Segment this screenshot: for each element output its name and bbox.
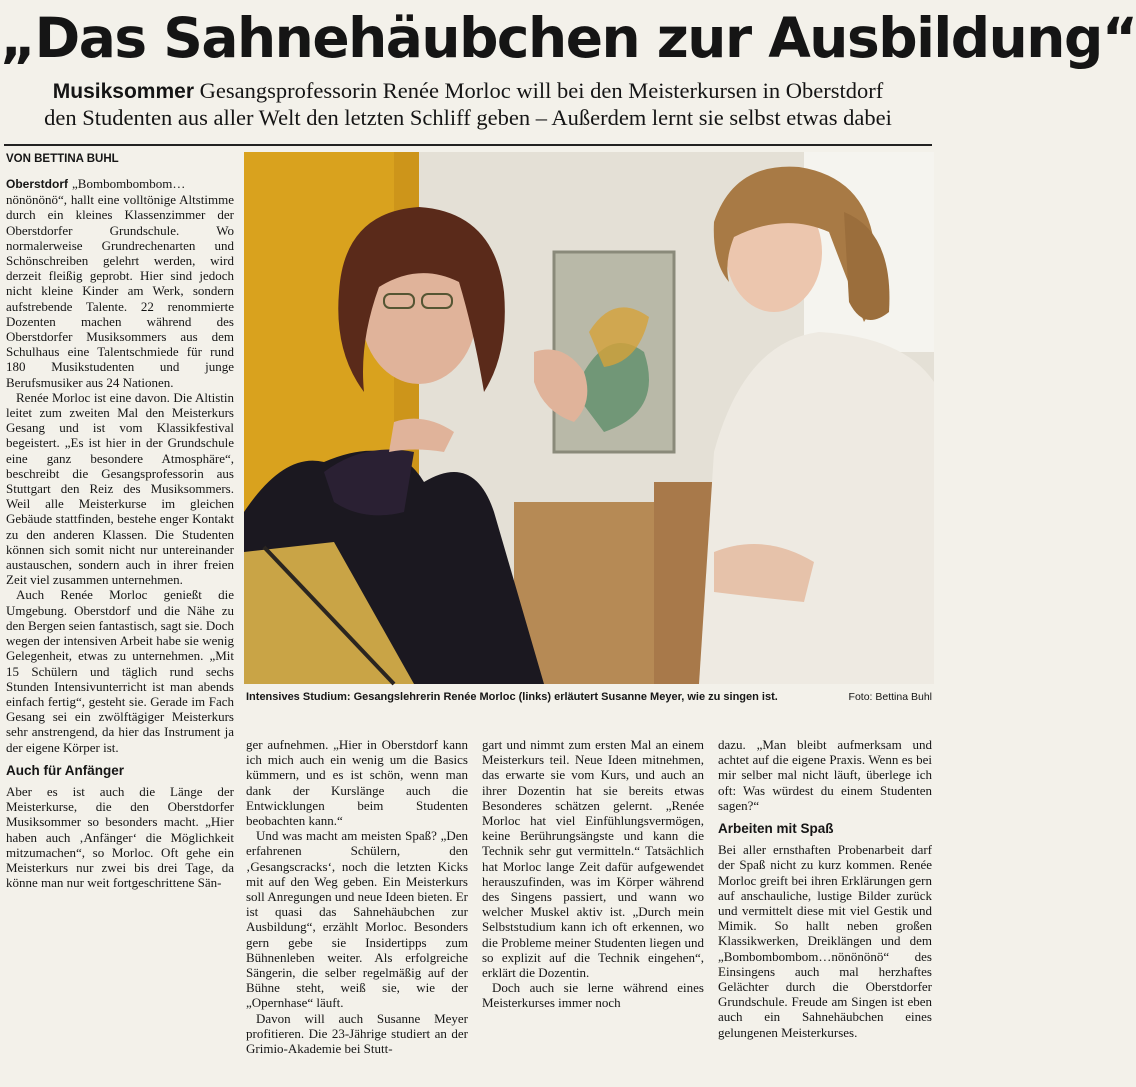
article-column-2 bbox=[246, 737, 468, 1087]
headline-rule bbox=[4, 144, 932, 146]
caption-text: Intensives Studium: Gesangslehrerin Renée Morloc (links) erläutert Susanne Meyer, wie zu singen ist. bbox=[246, 691, 778, 703]
paragraph: Bei aller ernsthaften Probenarbeit darf der Spaß nicht zu kurz kommen. Renée Morloc greift bei ihren Erklärungen gern auf anschauliche, lustige Bilder zurück und vermittelt diese mit viel Gestik und Mimik. So hallt neben großen Klassikwerken, Dreiklängen und dem „Bombombombom…nönönönö“ des Einsingens auch mal herzhaftes Gelächter durch die Oberstdorfer Grundschule. Freude am Singen ist eben auch ein Sahnehäubchen eines gelungenen Meisterkurses. bbox=[718, 842, 932, 1040]
subheadline-line-1 bbox=[0, 78, 936, 105]
paragraph: gart und nimmt zum ersten Mal an einem Meisterkurs teil. Neue Ideen mitnehmen, das erwarte sie vom Kurs, und auch an ihrer Dozentin hat sie bereits etwas Besonderes schätzen gelernt. „Renée Morloc hat viel Einfühlungsvermögen, keine Berührungsängste und kann die Technik sehr gut vermitteln.“ Tatsächlich hat Morloc lange Zeit dafür aufgewendet herauszufinden, was im Körper während des Singens passiert, und wann wo welcher Muskel aktiv ist. „Durch mein Selbststudium kann ich oft erkennen, wo die Probleme meiner Studenten liegen und so explizit auf die Technik eingehen“, erklärt die Dozentin. bbox=[482, 737, 704, 981]
subhead-anfaenger: Auch für Anfänger bbox=[6, 762, 124, 778]
subheadline-text-1: Gesangsprofessorin Renée Morloc will bei den Meisterkursen in Oberstdorf bbox=[199, 78, 884, 103]
paragraph: Aber es ist auch die Länge der Meisterkurse, die den Oberstdorfer Musiksommer so besonders macht. „Hier haben auch ‚Anfänger‘ die Möglichkeit mitzumachen“, so Morloc. Oft gehe ein Meisterkurs nur zwei bis drei Tage, da könne man nur weit fortgeschrittene Sän- bbox=[6, 783, 234, 891]
photo-illustration bbox=[244, 152, 934, 684]
photo-caption bbox=[246, 690, 934, 704]
paragraph: Renée Morloc ist eine davon. Die Altistin leitet zum zweiten Mal den Meisterkurs Gesang und ist vom Klassikfestival begeistert. „Es ist hier in der Grundschule eine ganz besondere Atmosphäre“, beschreibt die Gesangsprofessorin aus Stuttgart den Reiz des Musiksommers. Weil alle Meisterkurse im gleichen Gebäude stattfinden, bestehe enger Kontakt zu den anderen Klassen. Die Studenten können sich somit nicht nur untereinander austauschen, sondern auch in ihrer freien Zeit viel zusammen unternehmen. bbox=[6, 389, 234, 588]
paragraph: dazu. „Man bleibt aufmerksam und achtet auf die eigene Praxis. Wenn es bei mir selber mal nicht läuft, überlege ich oft: Was würdest du einem Studenten sagen?“ bbox=[718, 737, 932, 813]
photo-credit: Foto: Bettina Buhl bbox=[848, 691, 932, 703]
article-column-1 bbox=[6, 176, 234, 1087]
paragraph: Und was macht am meisten Spaß? „Den erfahrenen Schülern, den ‚Gesangscracks‘, noch die letzten Kicks mit auf den Weg geben. Ein Meisterkurs soll Anregungen und neue Ideen bieten. Er ist quasi das Sahnehäubchen zur Ausbildung“, erzählt Morloc. Besonders gern gebe sie Insidertipps zum Bühnenleben weiter. Als erfolgreiche Sängerin, die selber regelmäßig auf der Bühne steht, weiß sie, wie der „Opernhase“ läuft. bbox=[246, 828, 469, 1011]
article-photo bbox=[244, 152, 934, 684]
dateline: Oberstdorf bbox=[6, 177, 69, 191]
paragraph: Doch auch sie lerne während eines Meisterkurses immer noch bbox=[482, 980, 704, 1011]
paragraph: Davon will auch Susanne Meyer profitieren. Die 23-Jährige studiert an der Grimio-Akademie bei Stutt- bbox=[246, 1010, 468, 1057]
paragraph-text: „Bombombombom…nönönönö“, hallt eine volltönige Altstimme durch ein kleines Klassenzimmer der Oberstdorfer Grundschule. Wo normalerweise Grundrechenarten und Schönschreiben gelehrt werden, wird derzeit fleißig geprobt. Hier sind jedoch nicht kleine Kinder am Werk, sondern aufstrebende Talente. 22 renommierte Dozenten machen während des Oberstdorfer Musiksommers aus dem Schulhaus eine Talentschmiede für rund 180 Musikstudenten und junge Berufsmusiker aus 24 Nationen. bbox=[6, 176, 234, 390]
headline: „Das Sahnehäubchen zur Ausbildung“ bbox=[0, 6, 1136, 70]
paragraph bbox=[6, 176, 234, 390]
article-column-4 bbox=[718, 737, 932, 1087]
byline: VON BETTINA BUHL bbox=[6, 153, 119, 165]
subheadline-text-2: den Studenten aus aller Welt den letzten Schliff geben – Außerdem lernt sie selbst etwas dabei bbox=[44, 105, 892, 130]
subheadline bbox=[0, 78, 936, 131]
subhead-arbeiten-mit-spass: Arbeiten mit Spaß bbox=[718, 821, 834, 837]
article-column-3 bbox=[482, 737, 704, 1087]
paragraph: ger aufnehmen. „Hier in Oberstdorf kann ich mich auch ein wenig um die Basics kümmern, und es ist schön, wenn man dank der Kurslänge auch die Entwicklungen beim Studenten beobachten kann.“ bbox=[246, 737, 468, 829]
paragraph: Auch Renée Morloc genießt die Umgebung. Oberstdorf und die Nähe zu den Bergen seien fantastisch, sagt sie. Doch wegen der intensiven Arbeit habe sie wenig Gelegenheit, etwas zu unternehmen. „Mit 15 Schülern und täglich rund sechs Stunden Intensivunterricht ist man abends einfach fertig“, gesteht sie. Gerade im Fach Gesang sei ein zwölftägiger Meisterkurs sehr anstrengend, da hier das Instrument ja der eigene Körper ist. bbox=[6, 587, 234, 755]
kicker: Musiksommer bbox=[52, 80, 194, 103]
